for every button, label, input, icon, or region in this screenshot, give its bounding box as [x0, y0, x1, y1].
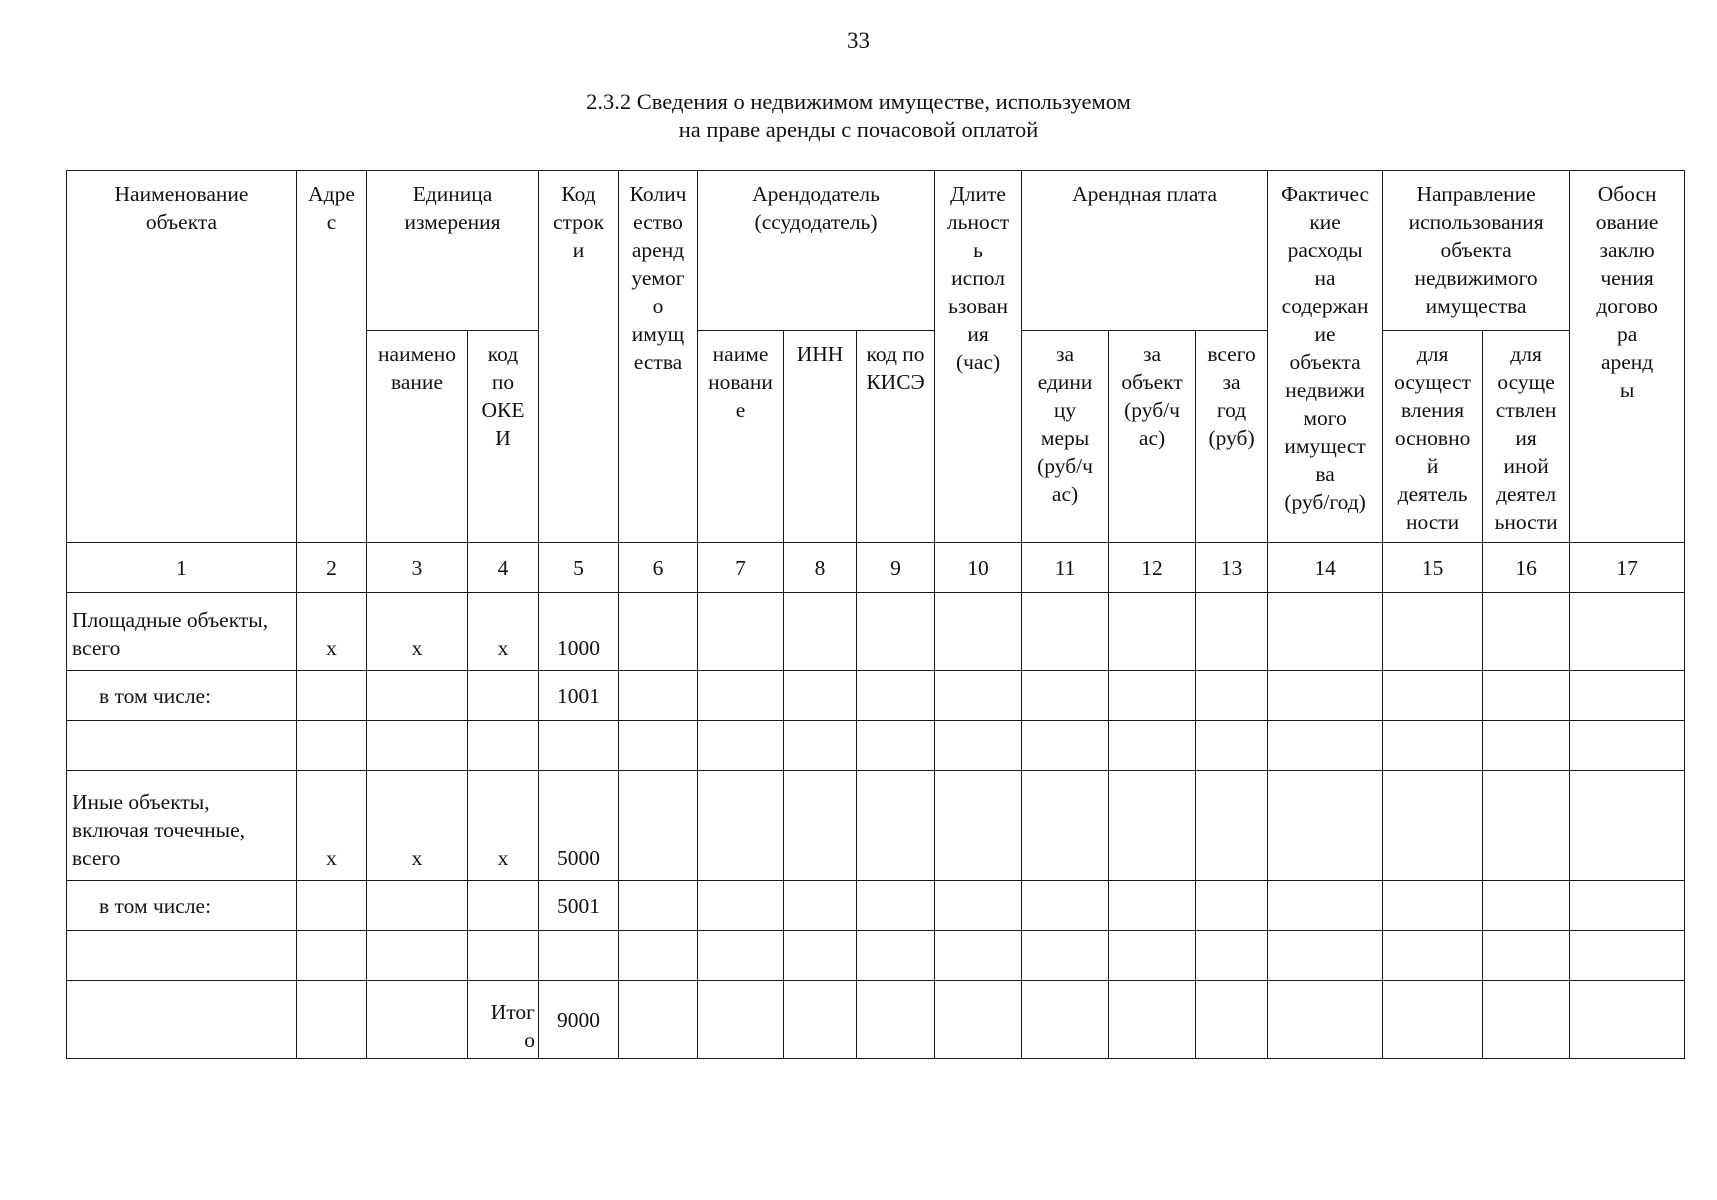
row-code: 9000	[539, 981, 619, 1059]
empty-cell	[1022, 721, 1109, 771]
column-number: 15	[1383, 543, 1483, 593]
empty-cell	[784, 721, 857, 771]
empty-cell	[1268, 931, 1383, 981]
empty-cell	[784, 881, 857, 931]
empty-cell	[67, 721, 297, 771]
column-number: 16	[1483, 543, 1570, 593]
column-number: 17	[1570, 543, 1685, 593]
empty-cell	[1570, 671, 1685, 721]
empty-cell	[857, 931, 935, 981]
empty-cell	[1383, 981, 1483, 1059]
page-number: 33	[847, 28, 870, 53]
empty-cell	[1109, 721, 1196, 771]
empty-cell	[1483, 881, 1570, 931]
empty-cell	[935, 721, 1022, 771]
header-rent-unit: за едини цу меры (руб/ч ас)	[1022, 331, 1109, 543]
cell-x: x	[367, 593, 468, 671]
empty-cell	[468, 671, 539, 721]
empty-cell	[698, 771, 784, 881]
row-name-area-total: Площадные объекты, всего	[67, 593, 297, 671]
cell-x: x	[297, 593, 367, 671]
empty-cell	[784, 771, 857, 881]
empty-cell	[619, 931, 698, 981]
empty-cell	[698, 671, 784, 721]
empty-cell	[619, 981, 698, 1059]
empty-cell	[1022, 931, 1109, 981]
empty-cell	[935, 593, 1022, 671]
empty-cell	[935, 881, 1022, 931]
empty-cell	[297, 881, 367, 931]
cell-x: x	[468, 771, 539, 881]
empty-cell	[1383, 721, 1483, 771]
empty-cell	[1109, 881, 1196, 931]
title-line-2: на праве аренды с почасовой оплатой	[678, 117, 1039, 142]
column-number: 6	[619, 543, 698, 593]
header-rent: Арендная плата	[1022, 171, 1268, 331]
empty-cell	[935, 671, 1022, 721]
column-number: 5	[539, 543, 619, 593]
empty-cell	[1383, 881, 1483, 931]
empty-cell	[698, 931, 784, 981]
empty-cell	[857, 881, 935, 931]
column-number: 7	[698, 543, 784, 593]
header-actual-costs: Фактичес кие расходы на содержан ие объекта недвижи мого имущест ва (руб/год)	[1268, 171, 1383, 543]
column-number: 2	[297, 543, 367, 593]
empty-cell	[1196, 593, 1268, 671]
row-code: 5001	[539, 881, 619, 931]
column-number: 9	[857, 543, 935, 593]
header-lessor-kise: код по КИСЭ	[857, 331, 935, 543]
empty-cell	[1483, 593, 1570, 671]
row-code: 5000	[539, 771, 619, 881]
empty-cell	[1268, 721, 1383, 771]
header-name: Наименование объекта	[67, 171, 297, 543]
empty-cell	[367, 671, 468, 721]
empty-cell	[297, 981, 367, 1059]
row-code: 1000	[539, 593, 619, 671]
empty-cell	[1570, 931, 1685, 981]
empty-cell	[1268, 771, 1383, 881]
empty-cell	[367, 721, 468, 771]
empty-cell	[784, 593, 857, 671]
header-lessor-name: наиме новани е	[698, 331, 784, 543]
empty-cell	[1383, 593, 1483, 671]
empty-cell	[857, 981, 935, 1059]
column-number: 8	[784, 543, 857, 593]
empty-cell	[539, 931, 619, 981]
cell-x: x	[297, 771, 367, 881]
empty-cell	[1268, 671, 1383, 721]
header-quantity: Колич ество аренд уемог о имущ ества	[619, 171, 698, 543]
empty-cell	[1196, 881, 1268, 931]
empty-cell	[935, 771, 1022, 881]
empty-cell	[784, 931, 857, 981]
empty-cell	[1383, 931, 1483, 981]
empty-cell	[1022, 981, 1109, 1059]
column-numbers-row	[67, 543, 1685, 593]
empty-cell	[619, 593, 698, 671]
table-row	[67, 721, 1685, 771]
table-row	[67, 593, 1685, 671]
empty-cell	[468, 721, 539, 771]
empty-cell	[67, 931, 297, 981]
empty-cell	[1570, 593, 1685, 671]
empty-cell	[1109, 931, 1196, 981]
empty-cell	[857, 771, 935, 881]
empty-cell	[468, 881, 539, 931]
header-direction: Направление использования объекта недвижимого имущества	[1383, 171, 1570, 331]
empty-cell	[1383, 771, 1483, 881]
empty-cell	[1196, 981, 1268, 1059]
empty-cell	[698, 981, 784, 1059]
column-number: 10	[935, 543, 1022, 593]
row-code: 1001	[539, 671, 619, 721]
empty-cell	[1570, 771, 1685, 881]
empty-cell	[698, 721, 784, 771]
header-direction-other: для осуще ствлен ия иной деятел ьности	[1483, 331, 1570, 543]
header-lessor: Арендодатель (ссудодатель)	[698, 171, 935, 331]
empty-cell	[1268, 593, 1383, 671]
empty-cell	[1109, 671, 1196, 721]
header-address: Адре с	[297, 171, 367, 543]
empty-cell	[784, 671, 857, 721]
column-number: 1	[67, 543, 297, 593]
empty-cell	[619, 721, 698, 771]
document-title	[0, 88, 1717, 144]
empty-cell	[698, 593, 784, 671]
table-row	[67, 671, 1685, 721]
total-label: Итог о	[468, 981, 539, 1059]
header-rent-object: за объект (руб/ч ас)	[1109, 331, 1196, 543]
cell-x: x	[367, 771, 468, 881]
empty-cell	[1383, 671, 1483, 721]
table-row	[67, 931, 1685, 981]
rent-table	[66, 170, 1685, 1059]
empty-cell	[1196, 931, 1268, 981]
empty-cell	[784, 981, 857, 1059]
column-number: 3	[367, 543, 468, 593]
empty-cell	[1022, 771, 1109, 881]
column-number: 12	[1109, 543, 1196, 593]
empty-cell	[1196, 771, 1268, 881]
empty-cell	[1109, 771, 1196, 881]
header-justification: Обосн ование заклю чения догово ра аренд ы	[1570, 171, 1685, 543]
empty-cell	[1022, 881, 1109, 931]
empty-cell	[1109, 593, 1196, 671]
empty-cell	[1570, 721, 1685, 771]
empty-cell	[1109, 981, 1196, 1059]
title-line-1: 2.3.2 Сведения о недвижимом имуществе, используемом	[586, 89, 1131, 114]
header-unit: Единица измерения	[367, 171, 539, 331]
header-row-code: Код строк и	[539, 171, 619, 543]
empty-cell	[1268, 881, 1383, 931]
cell-x: x	[468, 593, 539, 671]
header-duration: Длите льност ь испол ьзован ия (час)	[935, 171, 1022, 543]
column-number: 14	[1268, 543, 1383, 593]
row-name-other-total: Иные объекты, включая точечные, всего	[67, 771, 297, 881]
column-number: 13	[1196, 543, 1268, 593]
empty-cell	[1483, 671, 1570, 721]
empty-cell	[857, 593, 935, 671]
empty-cell	[619, 771, 698, 881]
empty-cell	[1196, 671, 1268, 721]
row-name-area-incl: в том числе:	[67, 671, 297, 721]
empty-cell	[297, 931, 367, 981]
empty-cell	[619, 671, 698, 721]
empty-cell	[1483, 721, 1570, 771]
empty-cell	[297, 671, 367, 721]
empty-cell	[297, 721, 367, 771]
empty-cell	[619, 881, 698, 931]
empty-cell	[935, 931, 1022, 981]
empty-cell	[1022, 671, 1109, 721]
empty-cell	[1268, 981, 1383, 1059]
empty-cell	[857, 671, 935, 721]
table-row	[67, 771, 1685, 881]
empty-cell	[1483, 931, 1570, 981]
empty-cell	[1483, 771, 1570, 881]
header-direction-main: для осущест вления основно й деятель ности	[1383, 331, 1483, 543]
empty-cell	[367, 981, 468, 1059]
empty-cell	[468, 931, 539, 981]
header-lessor-inn: ИНН	[784, 331, 857, 543]
header-rent-year: всего за год (руб)	[1196, 331, 1268, 543]
empty-cell	[698, 881, 784, 931]
column-number: 4	[468, 543, 539, 593]
empty-cell	[1483, 981, 1570, 1059]
empty-cell	[1196, 721, 1268, 771]
empty-cell	[367, 931, 468, 981]
total-row	[67, 981, 1685, 1059]
header-unit-name: наимено вание	[367, 331, 468, 543]
empty-cell	[935, 981, 1022, 1059]
empty-cell	[367, 881, 468, 931]
row-name-other-incl: в том числе:	[67, 881, 297, 931]
empty-cell	[1570, 981, 1685, 1059]
empty-cell	[857, 721, 935, 771]
empty-cell	[67, 981, 297, 1059]
empty-cell	[539, 721, 619, 771]
empty-cell	[1570, 881, 1685, 931]
empty-cell	[1022, 593, 1109, 671]
header-unit-okei: код по ОКЕ И	[468, 331, 539, 543]
table-row	[67, 881, 1685, 931]
column-number: 11	[1022, 543, 1109, 593]
